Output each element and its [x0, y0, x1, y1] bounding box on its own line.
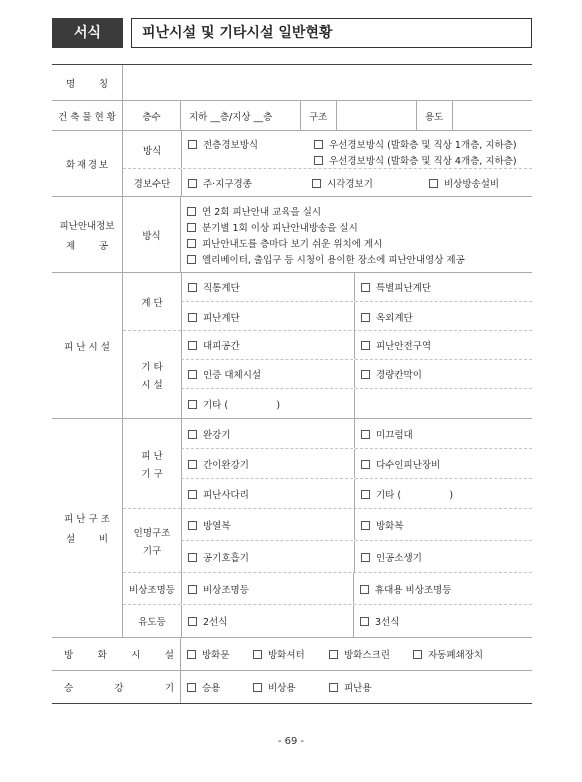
- guide-light-subrow: [123, 605, 532, 637]
- facility-status-table: [52, 64, 532, 704]
- other-opt-certified[interactable]: 인증 대체시설: [188, 367, 261, 381]
- life-equip-label: 인명구조 기구: [133, 527, 171, 557]
- equip-opt-multi[interactable]: 다수인피난장비: [361, 457, 440, 471]
- checkbox-icon[interactable]: [187, 223, 196, 232]
- alarm-method-opt-priority1[interactable]: 우선경보방식 (발화층 및 직상 1개층, 지하층): [314, 137, 517, 151]
- stairs-opt-outdoor[interactable]: 옥외계단: [361, 310, 413, 324]
- evac-info-opt-map[interactable]: 피난안내도를 층마다 보기 쉬운 위치에 게시: [187, 236, 382, 250]
- fireproof-label: 방 화 시 설: [64, 650, 174, 661]
- alarm-means-subrow: [123, 169, 532, 196]
- name-row: [52, 65, 532, 101]
- elevator-row: [52, 671, 532, 703]
- equip-opt-slide[interactable]: 미끄럼대: [361, 427, 413, 441]
- evac-info-opt-education[interactable]: 연 2회 피난안내 교육을 실시: [187, 204, 321, 218]
- life-opt-resuscitator[interactable]: 인공소생기: [361, 550, 422, 564]
- elevator-label: 승 강 기: [64, 683, 174, 694]
- checkbox-icon[interactable]: [187, 207, 196, 216]
- checkbox-icon[interactable]: [360, 617, 369, 626]
- other-opt-safety-zone[interactable]: 피난안전구역: [361, 338, 431, 352]
- evac-info-row: [52, 197, 532, 273]
- evac-equip-subrow: [123, 419, 532, 509]
- structure-label: 구조: [300, 101, 336, 130]
- fire-alarm-label: 화 재 경 보: [66, 159, 108, 171]
- alarm-method-opt-all[interactable]: 전층경보방식: [188, 137, 258, 151]
- form-title: 피난시설 및 기타시설 일반현황: [131, 18, 532, 48]
- checkbox-icon[interactable]: [361, 313, 370, 322]
- alarm-method-subrow: [123, 131, 532, 169]
- fireproof-opt-screen[interactable]: 방화스크린: [329, 647, 413, 661]
- fireproof-opt-autoclose[interactable]: 자동폐쇄장치: [413, 647, 483, 661]
- checkbox-icon[interactable]: [413, 650, 422, 659]
- checkbox-icon[interactable]: [188, 341, 197, 350]
- checkbox-icon[interactable]: [188, 313, 197, 322]
- emergency-light-subrow: [123, 573, 532, 605]
- evac-info-opt-broadcast[interactable]: 분기별 1회 이상 피난안내방송을 실시: [187, 220, 358, 234]
- checkbox-icon[interactable]: [187, 255, 196, 264]
- equip-opt-simple-descender[interactable]: 간이완강기: [188, 457, 249, 471]
- checkbox-icon[interactable]: [360, 585, 369, 594]
- emergency-light-label: 비상조명등: [129, 584, 175, 596]
- stairs-opt-special[interactable]: 특별피난계단: [361, 280, 431, 294]
- evac-info-label: 피난안내정보 제 공: [59, 220, 115, 252]
- emerg-opt-fixed[interactable]: 비상조명등: [188, 582, 249, 596]
- stairs-label: 계 단: [141, 297, 163, 309]
- form-header: [52, 18, 123, 71]
- equip-opt-ladder[interactable]: 피난사다리: [188, 487, 249, 501]
- elevator-opt-passenger[interactable]: 승용: [187, 680, 253, 694]
- alarm-means-opt-broadcast[interactable]: 비상방송설비: [429, 176, 499, 190]
- checkbox-icon[interactable]: [253, 650, 262, 659]
- fireproof-row: [52, 638, 532, 671]
- name-input-cell[interactable]: [122, 65, 532, 100]
- checkbox-icon[interactable]: [188, 521, 197, 530]
- checkbox-icon[interactable]: [361, 521, 370, 530]
- equip-opt-etc[interactable]: 기타 ( ): [361, 487, 453, 501]
- other-opt-partition[interactable]: 경량칸막이: [361, 367, 422, 381]
- checkbox-icon[interactable]: [253, 683, 262, 692]
- evac-facility-row: [52, 273, 532, 419]
- checkbox-icon[interactable]: [361, 553, 370, 562]
- building-label: 건 축 물 현 황: [58, 111, 116, 123]
- checkbox-icon[interactable]: [314, 156, 323, 165]
- other-facility-label: 기 타 시 설: [141, 361, 163, 391]
- alarm-method-opt-priority4[interactable]: 우선경보방식 (발화층 및 직상 4개층, 지하층): [314, 153, 517, 167]
- floors-value[interactable]: 지하 __층/지상 __층: [180, 101, 300, 130]
- life-opt-breathing[interactable]: 공기호흡기: [188, 550, 249, 564]
- checkbox-icon[interactable]: [187, 239, 196, 248]
- alarm-means-opt-bell[interactable]: 주·지구경종: [188, 176, 312, 190]
- checkbox-icon[interactable]: [188, 553, 197, 562]
- rescue-equipment-row: [52, 419, 532, 638]
- checkbox-icon[interactable]: [361, 283, 370, 292]
- emerg-opt-portable[interactable]: 휴대용 비상조명등: [360, 582, 451, 596]
- elevator-opt-evacuation[interactable]: 피난용: [329, 680, 372, 694]
- checkbox-icon[interactable]: [188, 283, 197, 292]
- checkbox-icon[interactable]: [312, 179, 321, 188]
- evac-facility-label: 피 난 시 설: [64, 341, 110, 353]
- guide-opt-2wire[interactable]: 2선식: [188, 614, 227, 628]
- other-empty-cell: [354, 389, 532, 418]
- checkbox-icon[interactable]: [188, 400, 197, 409]
- evac-info-method-label: 방식: [122, 197, 180, 272]
- checkbox-icon[interactable]: [188, 460, 197, 469]
- checkbox-icon[interactable]: [188, 430, 197, 439]
- checkbox-icon[interactable]: [188, 490, 197, 499]
- checkbox-icon[interactable]: [188, 585, 197, 594]
- life-equip-subrow: [123, 509, 532, 573]
- rescue-label: 피 난 구 조 설 비: [64, 514, 110, 545]
- name-label: 명 칭: [66, 78, 108, 90]
- elevator-opt-emergency[interactable]: 비상용: [253, 680, 329, 694]
- checkbox-icon[interactable]: [361, 460, 370, 469]
- checkbox-icon[interactable]: [361, 490, 370, 499]
- structure-input[interactable]: [336, 101, 416, 130]
- other-opt-shelter[interactable]: 대피공간: [188, 338, 240, 352]
- fireproof-opt-shutter[interactable]: 방화셔터: [253, 647, 329, 661]
- alarm-means-label: 경보수단: [133, 178, 171, 190]
- alarm-means-opt-visual[interactable]: 시각경보기: [312, 176, 429, 190]
- other-opt-etc[interactable]: 기타 ( ): [188, 397, 280, 411]
- stairs-opt-evac[interactable]: 피난계단: [188, 310, 240, 324]
- stairs-subrow: [123, 273, 532, 331]
- checkbox-icon[interactable]: [429, 179, 438, 188]
- life-opt-fire-suit[interactable]: 방화복: [361, 518, 404, 532]
- checkbox-icon[interactable]: [188, 140, 197, 149]
- equip-opt-descender[interactable]: 완강기: [188, 427, 231, 441]
- checkbox-icon[interactable]: [361, 370, 370, 379]
- checkbox-icon[interactable]: [187, 650, 196, 659]
- evac-info-opt-video[interactable]: 엘리베이터, 출입구 등 시청이 용이한 장소에 피난안내영상 제공: [187, 252, 465, 266]
- checkbox-icon[interactable]: [361, 341, 370, 350]
- alarm-method-label: 방식: [142, 145, 162, 157]
- checkbox-icon[interactable]: [361, 430, 370, 439]
- checkbox-icon[interactable]: [188, 370, 197, 379]
- checkbox-icon[interactable]: [329, 683, 338, 692]
- checkbox-icon[interactable]: [329, 650, 338, 659]
- stairs-opt-direct[interactable]: 직통계단: [188, 280, 240, 294]
- guide-opt-3wire[interactable]: 3선식: [360, 614, 399, 628]
- other-facility-subrow: [123, 331, 532, 418]
- building-row: [52, 101, 532, 131]
- page-number: - 69 -: [277, 736, 305, 747]
- floors-label: 층수: [122, 101, 180, 130]
- life-opt-heat-suit[interactable]: 방열복: [188, 518, 231, 532]
- use-label: 용도: [416, 101, 452, 130]
- checkbox-icon[interactable]: [314, 140, 323, 149]
- evac-equip-label: 피 난 기 구: [141, 450, 163, 480]
- checkbox-icon[interactable]: [188, 617, 197, 626]
- checkbox-icon[interactable]: [188, 179, 197, 188]
- checkbox-icon[interactable]: [187, 683, 196, 692]
- guide-light-label: 유도등: [138, 617, 166, 628]
- use-input[interactable]: [452, 101, 532, 130]
- form-number-badge: 서식 3.1: [52, 18, 123, 48]
- fire-alarm-row: [52, 131, 532, 197]
- fireproof-opt-door[interactable]: 방화문: [187, 647, 253, 661]
